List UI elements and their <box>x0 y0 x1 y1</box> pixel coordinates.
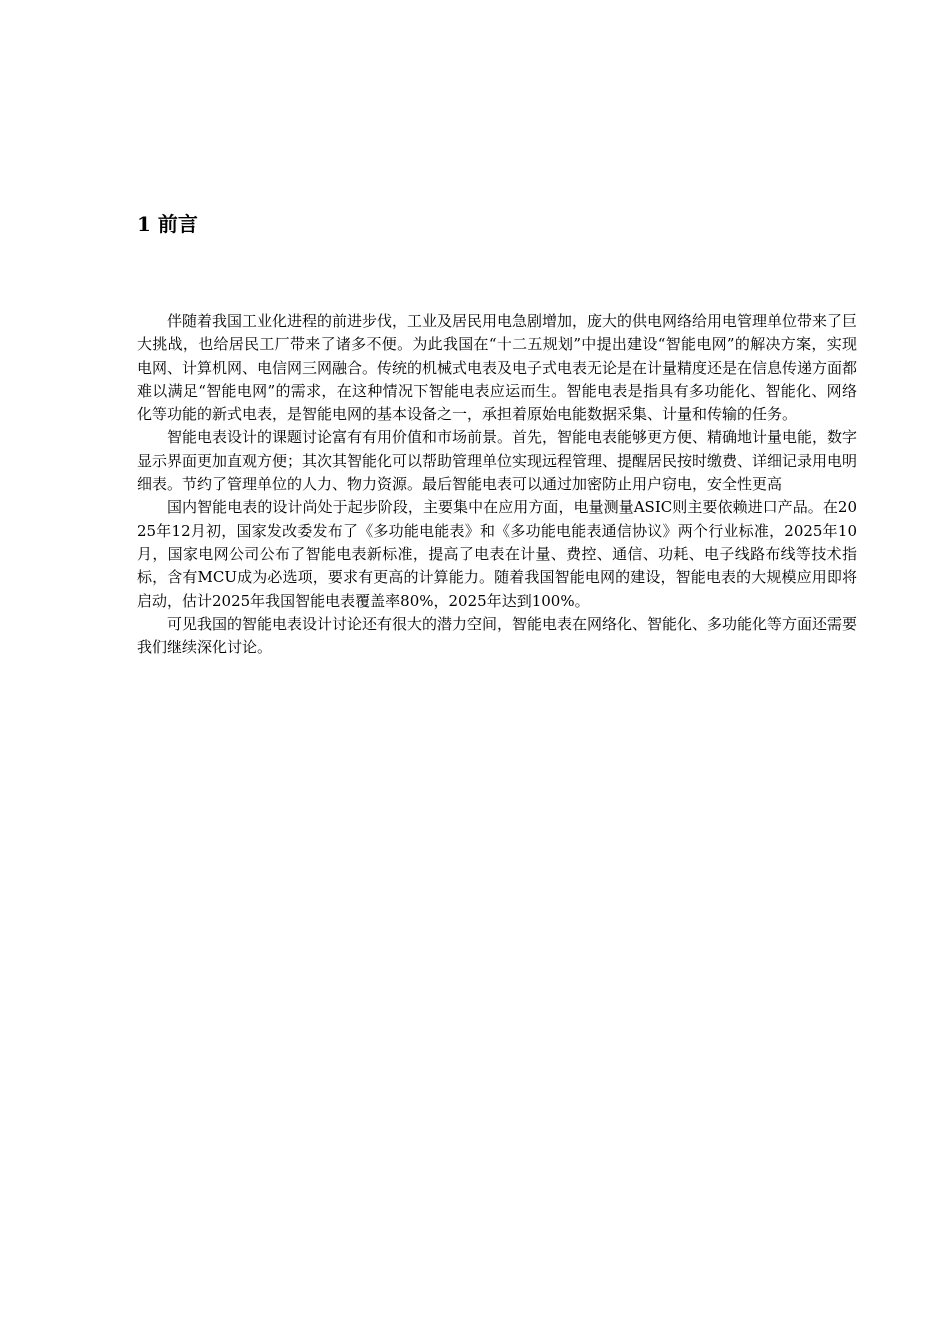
section-body <box>137 310 857 659</box>
paragraph: 智能电表设计的课题讨论富有有用价值和市场前景。首先，智能电表能够更方便、精确地计量电能，数字显示界面更加直观方便；其次其智能化可以帮助管理单位实现远程管理、提醒居民按时缴费、详细记录用电明细表。节约了管理单位的人力、物力资源。最后智能电表可以通过加密防止用户窃电，安全性更高 <box>137 428 858 494</box>
paragraph: 伴随着我国工业化进程的前进步伐，工业及居民用电急剧增加，庞大的供电网络给用电管理单位带来了巨大挑战，也给居民工厂带来了诸多不便。为此我国在“十二五规划”中提出建设“智能电网”的解决方案，实现电网、计算机网、电信网三网融合。传统的机械式电表及电子式电表无论是在计量精度还是在信息传递方面都难以满足“智能电网”的需求，在这种情况下智能电表应运而生。智能电表是指具有多功能化、智能化、网络化等功能的新式电表，是智能电网的基本设备之一，承担着原始电能数据采集、计量和传输的任务。 <box>137 312 858 424</box>
section-heading: 1 前言 <box>137 212 198 236</box>
paragraph: 国内智能电表的设计尚处于起步阶段，主要集中在应用方面，电量测量ASIC则主要依赖进口产品。在2025年12月初，国家发改委发布了《多功能电能表》和《多功能电能表通信协议》两个行业标准，2025年10月，国家电网公司公布了智能电表新标准，提高了电表在计量、费控、通信、功耗、电子线路布线等技术指标，含有MCU成为必选项，要求有更高的计算能力。随着我国智能电网的建设，智能电表的大规模应用即将启动，估计2025年我国智能电表覆盖率80%，2025年达到100%。 <box>137 498 857 610</box>
paragraph: 可见我国的智能电表设计讨论还有很大的潜力空间，智能电表在网络化、智能化、多功能化等方面还需要我们继续深化讨论。 <box>137 614 858 657</box>
